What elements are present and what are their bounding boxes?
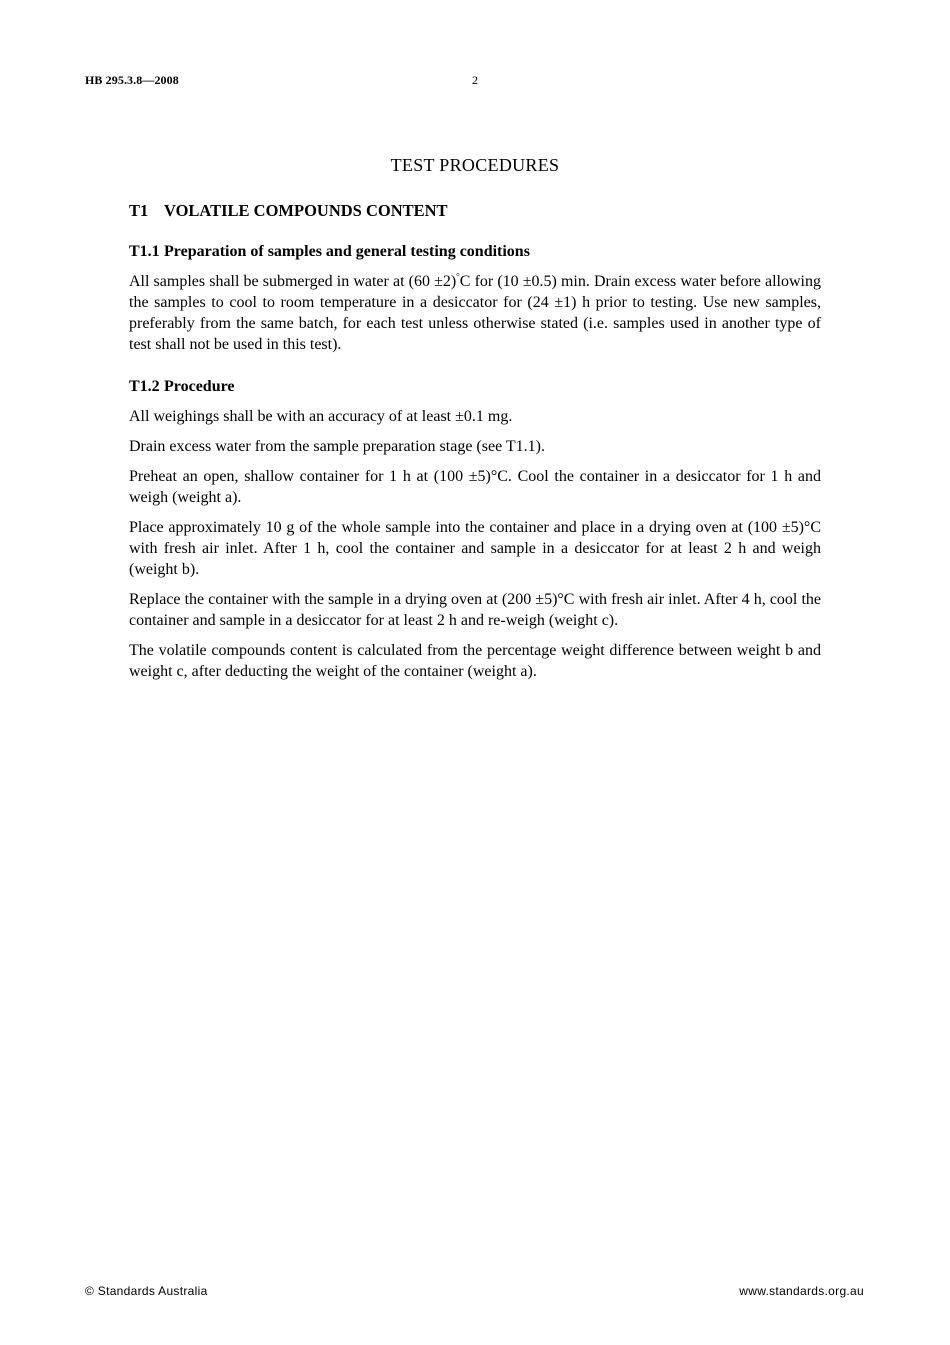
section-heading-t1-1 [129, 241, 821, 262]
page-number: 2 [472, 73, 478, 87]
paragraph-calculation: The volatile compounds content is calculated from the percentage weight difference between weight b and weight c, after deducting the weight of the container (weight a). [129, 642, 821, 680]
paragraph-preheat-container: Preheat an open, shallow container for 1 h at (100 ±5)°C. Cool the container in a desiccator for 1 h and weigh (weight a). [129, 468, 821, 506]
footer-website: www.standards.org.au [739, 1284, 864, 1298]
document-body [129, 200, 821, 691]
paragraph-place-sample: Place approximately 10 g of the whole sample into the container and place in a drying oven at (100 ±5)°C with fresh air inlet. After 1 h, cool the container and sample in a desiccator for at least 2 h and weigh (weight b). [129, 519, 821, 578]
document-code: HB 295.3.8—2008 [85, 73, 179, 87]
section-title: Preparation of samples and general testing conditions [164, 243, 530, 260]
paragraph-text: All samples shall be submerged in water at (60 ±2) [129, 273, 457, 290]
section-heading-t1 [129, 200, 821, 221]
section-number: T1.1 [129, 243, 160, 260]
section-number: T1.2 [129, 378, 160, 395]
section-title: VOLATILE COMPOUNDS CONTENT [164, 201, 448, 220]
paragraph-drain-water: Drain excess water from the sample preparation stage (see T1.1). [129, 438, 545, 455]
degree-mark: ° [456, 271, 460, 282]
paragraph-text: C for (10 ±0.5) min. Drain excess water before allowing the samples to cool to room temperature in a desiccator for (24 ±1) h prior to testing. Use new samples, preferably from the same batch, for each test unless otherwise stated (i.e. samples used in another type of test shall not be used in this test). [129, 273, 821, 353]
paragraph-replace-container: Replace the container with the sample in a drying oven at (200 ±5)°C with fresh air inlet. After 4 h, cool the container and sample in a desiccator for at least 2 h and re-weigh (weight c). [129, 591, 821, 629]
page-title: TEST PROCEDURES [390, 155, 560, 175]
paragraph-sample-preparation [129, 271, 821, 355]
paragraph-weighing-accuracy: All weighings shall be with an accuracy of at least ±0.1 mg. [129, 408, 513, 425]
section-heading-t1-2 [129, 376, 821, 397]
section-number: T1 [129, 201, 149, 220]
section-title: Procedure [164, 378, 235, 395]
footer-copyright: © Standards Australia [85, 1284, 208, 1298]
